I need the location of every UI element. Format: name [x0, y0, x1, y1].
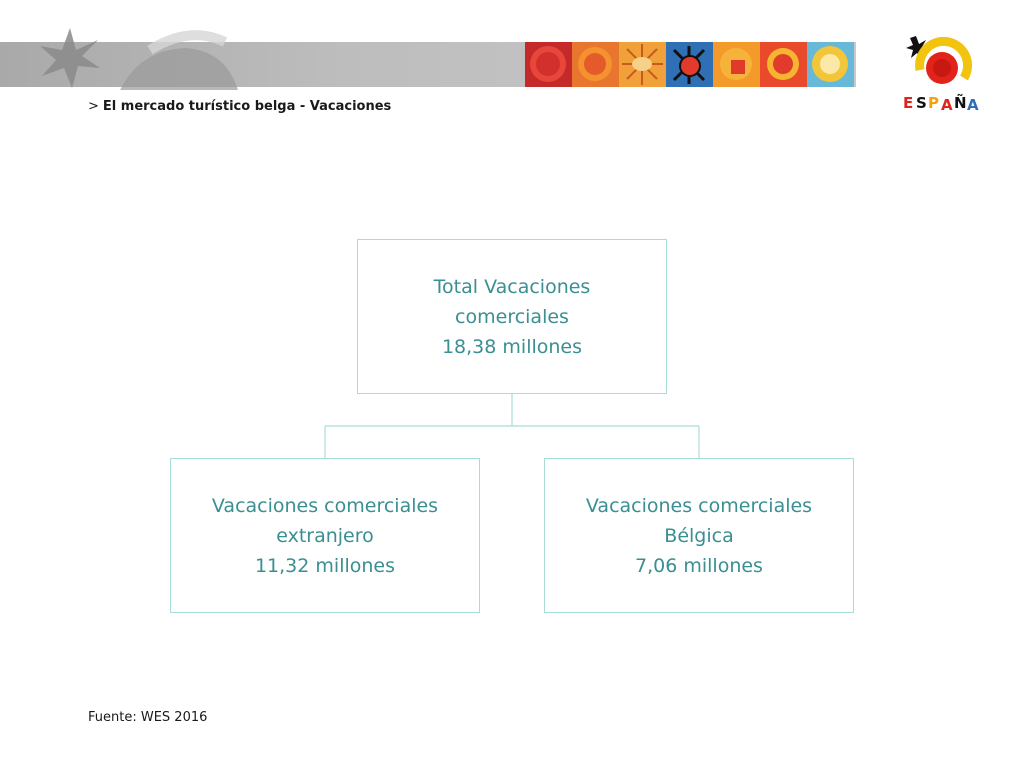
yellow-sun-tile — [807, 42, 854, 87]
svg-text:Ñ: Ñ — [954, 94, 967, 112]
node-line: Bélgica — [664, 524, 734, 547]
bug-tile — [666, 42, 713, 87]
orange-square-tile — [713, 42, 760, 87]
sun-rays-tile — [619, 42, 666, 87]
node-value: 18,38 millones — [441, 335, 583, 358]
node-extranjero — [170, 458, 480, 613]
node-value: 11,32 millones — [254, 554, 396, 577]
red-circle-tile — [525, 42, 572, 87]
source-note: Fuente: WES 2016 — [88, 710, 208, 725]
node-line: Vacaciones comerciales — [211, 494, 439, 517]
node-line: extranjero — [276, 524, 374, 547]
svg-text:A: A — [941, 96, 953, 114]
node-belgica — [544, 458, 854, 613]
breadcrumb — [88, 99, 391, 114]
breadcrumb-marker: > — [88, 99, 99, 114]
node-line: Total Vacaciones — [433, 275, 591, 298]
orange-sun-tile — [572, 42, 619, 87]
node-line: Vacaciones comerciales — [585, 494, 813, 517]
decorative-star-icon — [0, 20, 260, 90]
node-total-vacaciones — [357, 239, 667, 394]
svg-text:P: P — [928, 94, 939, 112]
red-orange-sun-tile — [760, 42, 807, 87]
art-tiles — [525, 42, 854, 87]
node-value: 7,06 millones — [635, 554, 763, 577]
svg-text:E: E — [903, 94, 915, 112]
page-title: El mercado turístico belga - Vacaciones — [102, 99, 392, 114]
svg-text:A: A — [967, 96, 979, 114]
node-line: comerciales — [455, 305, 569, 328]
espana-logo — [898, 30, 984, 116]
svg-text:S: S — [916, 94, 927, 112]
